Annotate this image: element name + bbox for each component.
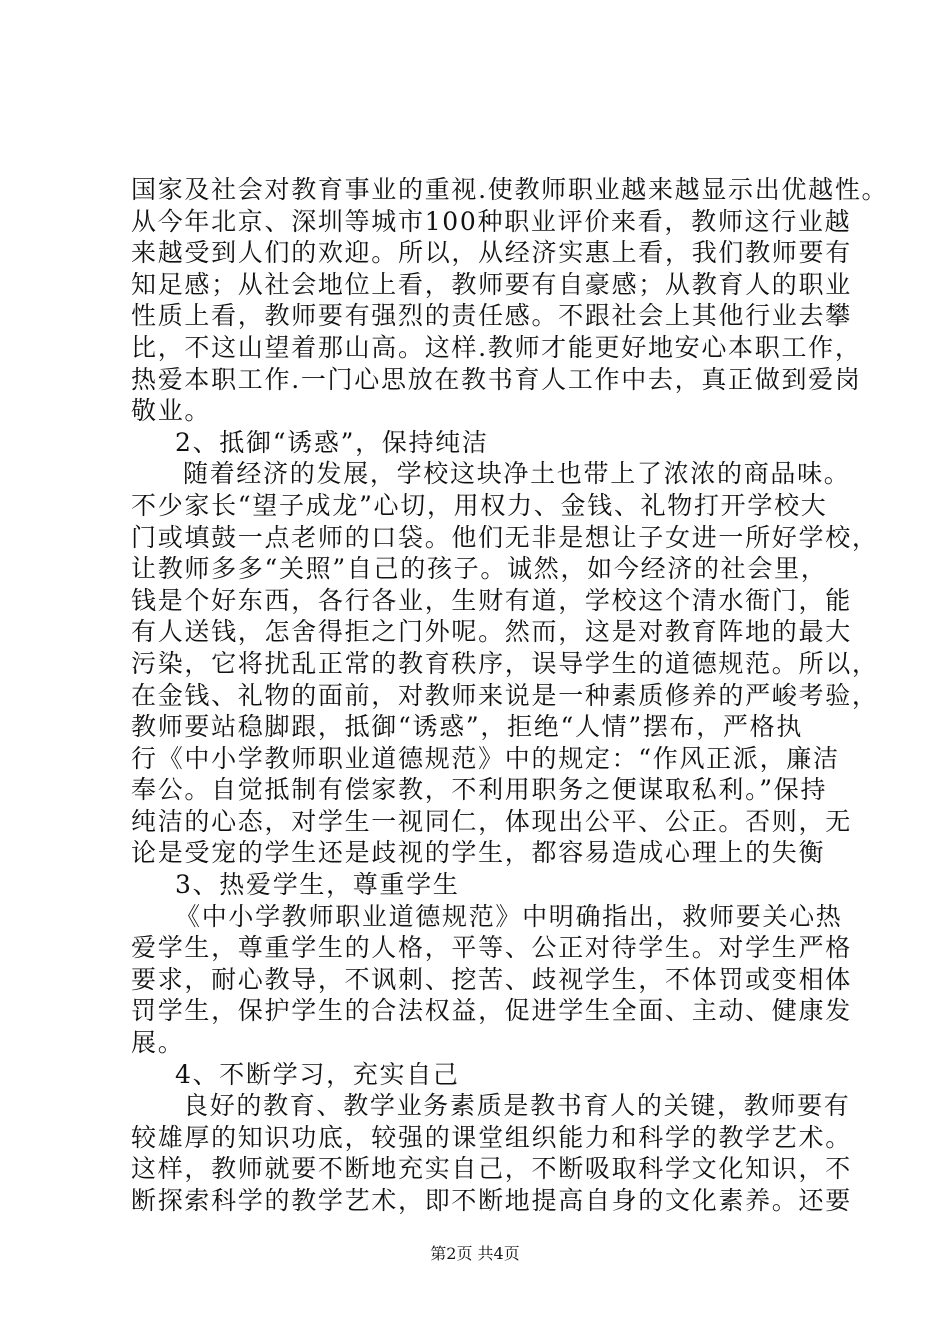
text-line: 让教师多多“关照”自己的孩子。诚然，如今经济的社会里，	[131, 554, 828, 584]
text-line: 有人送钱，怎舍得拒之门外呢。然而，这是对教育阵地的最大	[131, 617, 852, 647]
text-line: 行《中小学教师职业道德规范》中的规定：“作风正派，廉洁	[131, 743, 840, 773]
text-line: 教师要站稳脚跟，抵御“诱惑”，拒绝“人情”摆布，严格执	[131, 712, 804, 742]
text-line: 在金钱、礼物的面前，对教师来说是一种素质修养的严峻考验，	[131, 680, 879, 710]
text-line: 知足感；从社会地位上看，教师要有自豪感；从教育人的职业	[131, 269, 852, 299]
text-line: 钱是个好东西，各行各业，生财有道，学校这个清水衙门，能	[131, 585, 852, 615]
text-line: 纯洁的心态，对学生一视同仁，体现出公平、公正。否则，无	[131, 806, 852, 836]
text-line: 4、不断学习，充实自己	[175, 1059, 460, 1089]
text-line: 较雄厚的知识功底，较强的课堂组织能力和科学的教学艺术。	[131, 1122, 852, 1152]
text-line: 性质上看，教师要有强烈的责任感。不跟社会上其他行业去攀	[131, 301, 852, 331]
text-line: 断探索科学的教学艺术，即不断地提高自身的文化素养。还要	[131, 1186, 852, 1215]
text-line: 良好的教育、教学业务素质是教书育人的关键，教师要有	[183, 1091, 851, 1121]
text-line: 要求，耐心教导，不讽刺、挖苦、歧视学生，不体罚或变相体	[131, 964, 852, 994]
text-line: 污染，它将扰乱正常的教育秩序，误导学生的道德规范。所以，	[131, 648, 879, 678]
text-line: 论是受宠的学生还是歧视的学生，都容易造成心理上的失衡	[131, 838, 826, 868]
text-line: 展。	[131, 1028, 185, 1058]
text-line: 爱学生，尊重学生的人格，平等、公正对待学生。对学生严格	[131, 933, 852, 963]
text-line: 不少家长“望子成龙”心切，用权力、金钱、礼物打开学校大	[131, 490, 828, 520]
text-line: 从今年北京、深圳等城市100种职业评价来看，教师这行业越	[131, 206, 852, 236]
text-line: 3、热爱学生，尊重学生	[175, 870, 460, 900]
document-body	[131, 174, 889, 1217]
text-line: 门或填鼓一点老师的口袋。他们无非是想让子女进一所好学校，	[131, 522, 879, 552]
text-line: 这样，教师就要不断地充实自己，不断吸取科学文化知识，不	[131, 1154, 852, 1184]
text-line: 敬业。	[131, 396, 212, 426]
text-line: 2、抵御“诱惑”，保持纯洁	[175, 427, 489, 457]
text-line: 随着经济的发展，学校这块净土也带上了浓浓的商品味。	[183, 459, 851, 489]
text-line: 热爱本职工作.一门心思放在教书育人工作中去，真正做到爱岗	[131, 364, 862, 394]
page-footer: 第2页 共4页	[430, 1244, 520, 1263]
text-line: 来越受到人们的欢迎。所以，从经济实惠上看，我们教师要有	[131, 238, 852, 268]
text-line: 国家及社会对教育事业的重视.使教师职业越来越显示出优越性。	[131, 175, 889, 204]
text-line: 比，不这山望着那山高。这样.教师才能更好地安心本职工作，	[131, 332, 862, 362]
text-line: 罚学生，保护学生的合法权益，促进学生全面、主动、健康发	[131, 996, 852, 1026]
text-line: 奉公。自觉抵制有偿家教，不利用职务之便谋取私利。”保持	[131, 775, 828, 805]
text-line: 《中小学教师职业道德规范》中明确指出，救师要关心热	[175, 901, 843, 931]
